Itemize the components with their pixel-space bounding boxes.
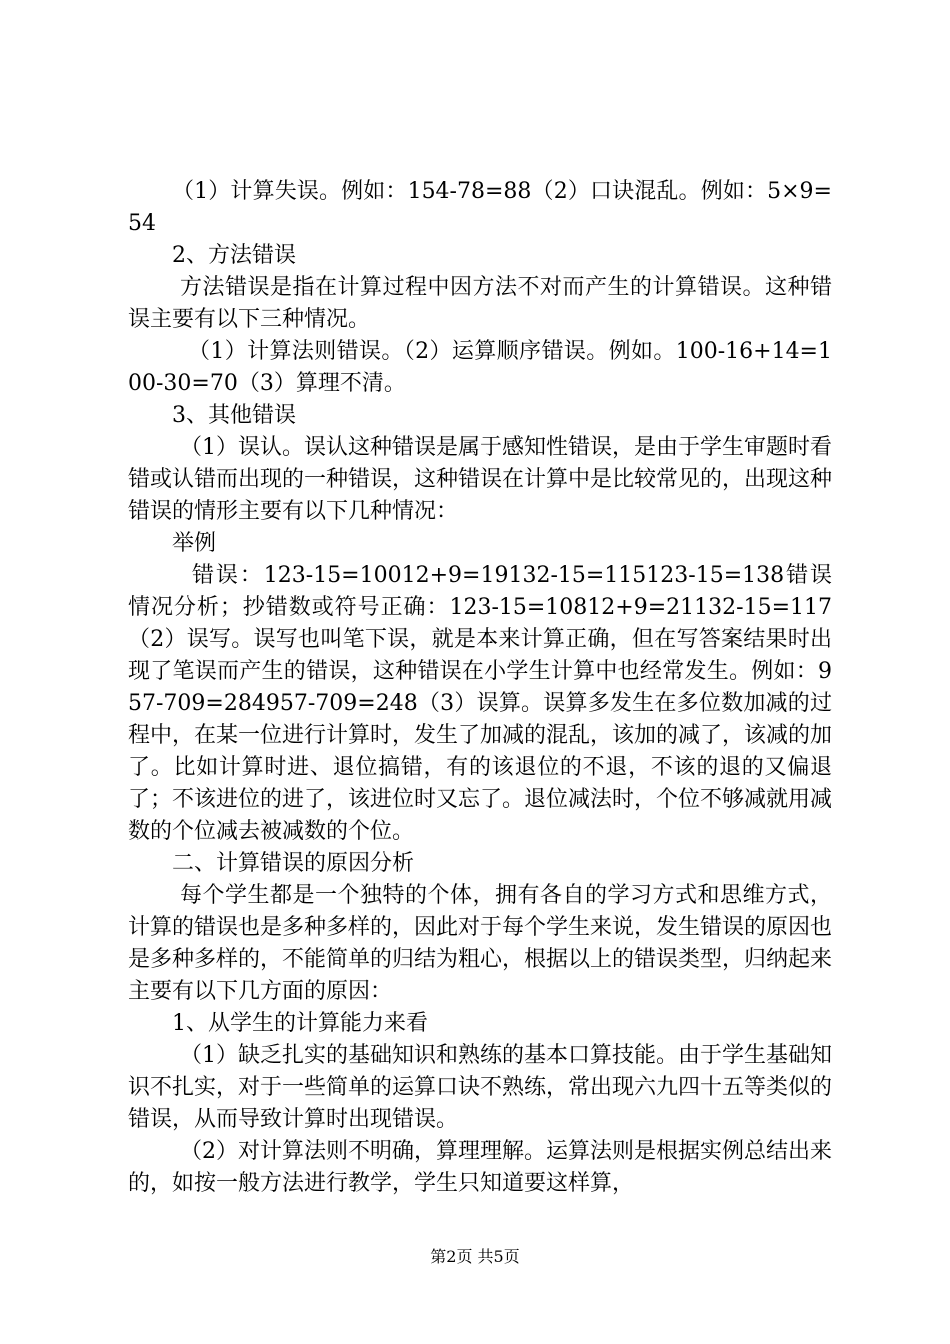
paragraph-rule-errors: （1）计算法则错误。（2）运算顺序错误。例如。100-16+14=100-30=70（3）算理不清。 <box>128 339 832 396</box>
heading-method-errors: 2、方法错误 <box>172 243 296 268</box>
document-body <box>128 176 832 1200</box>
heading-examples: 举例 <box>172 531 217 556</box>
heading-other-errors: 3、其他错误 <box>172 403 296 428</box>
paragraph-basic-knowledge: （1）缺乏扎实的基础知识和熟练的基本口算技能。由于学生基础知识不扎实，对于一些简单的运算口诀不熟练，常出现六九四十五等类似的错误，从而导致计算时出现错误。 <box>128 1043 833 1132</box>
heading-error-causes: 二、计算错误的原因分析 <box>172 851 415 876</box>
paragraph-method-errors: 方法错误是指在计算过程中因方法不对而产生的计算错误。这种错误主要有以下三种情况。 <box>128 275 832 332</box>
paragraph-calculation-mistake: （1）计算失误。例如：154-78=88（2）口诀混乱。例如：5×9=54 <box>128 179 832 236</box>
paragraph-error-examples: 错误：123-15=10012+9=19132-15=115123-15=138错误情况分析；抄错数或符号正确：123-15=10812+9=21132-15=117（2）误写。误写也叫笔下误，就是本来计算正确，但在写答案结果时出现了笔误而产生的错误，这种错误在小学生计算中也经常发生。例如：957-709=284957-709=248（3）误算。误算多发生在多位数加减的过程中，在某一位进行计算时，发生了加减的混乱，该加的减了，该减的加了。比如计算时进、退位搞错，有的该退位的不退，不该的退的又偏退了；不该进位的进了，该进位时又忘了。退位减法时，个位不够减就用减数的个位减去被减数的个位。 <box>128 563 833 844</box>
paragraph-causes-intro: 每个学生都是一个独特的个体，拥有各自的学习方式和思维方式，计算的错误也是多种多样的，因此对于每个学生来说，发生错误的原因也是多种多样的，不能简单的归结为粗心，根据以上的错误类型，归纳起来主要有以下几方面的原因： <box>128 883 833 1004</box>
heading-calculation-ability: 1、从学生的计算能力来看 <box>172 1011 428 1036</box>
page-footer: 第2页 共5页 <box>430 1247 520 1266</box>
paragraph-misread: （1）误认。误认这种错误是属于感知性错误，是由于学生审题时看错或认错而出现的一种错误，这种错误在计算中是比较常见的，出现这种错误的情形主要有以下几种情况： <box>128 435 833 524</box>
paragraph-rules-unclear: （2）对计算法则不明确，算理理解。运算法则是根据实例总结出来的，如按一般方法进行教学，学生只知道要这样算， <box>128 1139 832 1196</box>
